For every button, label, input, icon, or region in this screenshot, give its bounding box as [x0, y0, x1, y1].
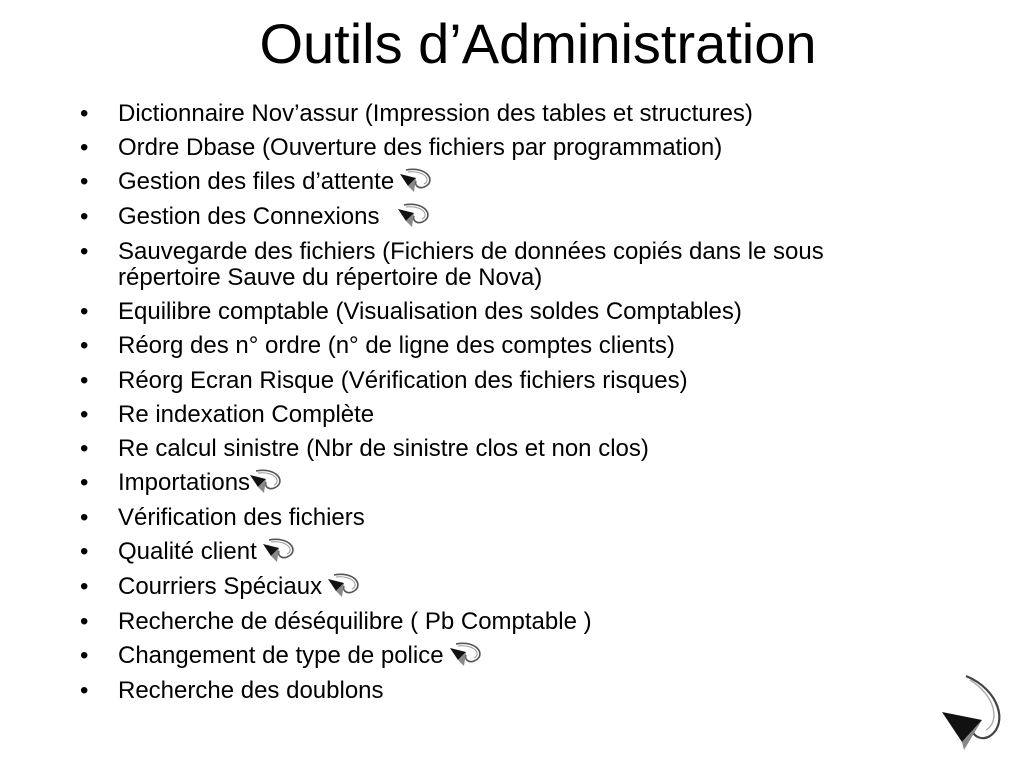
- list-item: [80, 239, 910, 291]
- list-item: [80, 135, 910, 161]
- bullet-dot: •: [80, 400, 89, 428]
- bullet-dot: •: [80, 607, 89, 635]
- list-item: [80, 609, 910, 635]
- list-item-text: Gestion des files d’attente: [118, 168, 395, 196]
- bullet-dot: •: [80, 504, 89, 532]
- list-item-text: Réorg Ecran Risque (Vérification des fichiers risques): [118, 366, 688, 394]
- bullet-dot: •: [80, 203, 89, 231]
- hyperlink-arrow-icon[interactable]: [396, 164, 436, 196]
- list-item: [80, 539, 910, 566]
- bullet-dot: •: [80, 168, 89, 196]
- list-item: [80, 470, 910, 497]
- list-item-text: Changement de type de police: [118, 642, 444, 670]
- hyperlink-arrow-icon[interactable]: [246, 465, 286, 497]
- return-arrow-icon[interactable]: [938, 672, 1008, 754]
- list-item-text: Courriers Spéciaux: [118, 573, 323, 601]
- list-item-text: Ordre Dbase (Ouverture des fichiers par programmation): [118, 134, 723, 162]
- list-item-text: Recherche des doublons: [118, 676, 384, 704]
- list-item: [80, 169, 910, 196]
- list-item-text: Gestion des Connexions: [118, 203, 380, 231]
- bullet-dot: •: [80, 298, 89, 326]
- bullet-dot: •: [80, 538, 89, 566]
- list-item-text: Importations: [118, 469, 251, 497]
- bullet-dot: •: [80, 642, 89, 670]
- bullet-dot: •: [80, 469, 89, 497]
- list-item-text: Réorg des n° ordre (n° de ligne des comptes clients): [118, 332, 675, 360]
- hyperlink-arrow-icon[interactable]: [259, 534, 299, 566]
- bullet-dot: •: [80, 435, 89, 462]
- list-item: [80, 368, 910, 394]
- list-item: [80, 402, 910, 428]
- list-item: [80, 436, 910, 462]
- list-item: [80, 299, 910, 325]
- bullet-dot: •: [80, 238, 89, 266]
- bullet-dot: •: [80, 676, 89, 704]
- list-item-text: Vérification des fichiers: [118, 504, 365, 532]
- list-item: [80, 574, 910, 601]
- bullet-list: [80, 101, 910, 712]
- hyperlink-arrow-icon[interactable]: [394, 199, 434, 231]
- list-item-text: Recherche de déséquilibre ( Pb Comptable ): [118, 607, 592, 635]
- list-item: [80, 101, 910, 127]
- list-item: [80, 678, 910, 704]
- list-item-text: Dictionnaire Nov’assur (Impression des tables et structures): [118, 100, 753, 127]
- list-item: [80, 333, 910, 359]
- list-item: [80, 505, 910, 531]
- list-item: [80, 204, 910, 231]
- slide-title: Outils d’Administration: [259, 12, 817, 75]
- list-item-text: Re indexation Complète: [118, 400, 375, 428]
- bullet-dot: •: [80, 573, 89, 601]
- bullet-dot: •: [80, 134, 89, 162]
- list-item-text: Re calcul sinistre (Nbr de sinistre clos et non clos): [118, 435, 649, 462]
- bullet-dot: •: [80, 366, 89, 394]
- list-item-text: Sauvegarde des fichiers (Fichiers de données copiés dans le sous répertoire Sauve du répertoire de Nova): [118, 238, 824, 292]
- bullet-dot: •: [80, 332, 89, 360]
- hyperlink-arrow-icon[interactable]: [446, 638, 486, 670]
- list-item: [80, 643, 910, 670]
- list-item-text: Equilibre comptable (Visualisation des soldes Comptables): [118, 298, 742, 326]
- list-item-text: Qualité client: [118, 538, 257, 566]
- hyperlink-arrow-icon[interactable]: [324, 569, 364, 601]
- bullet-dot: •: [80, 100, 89, 127]
